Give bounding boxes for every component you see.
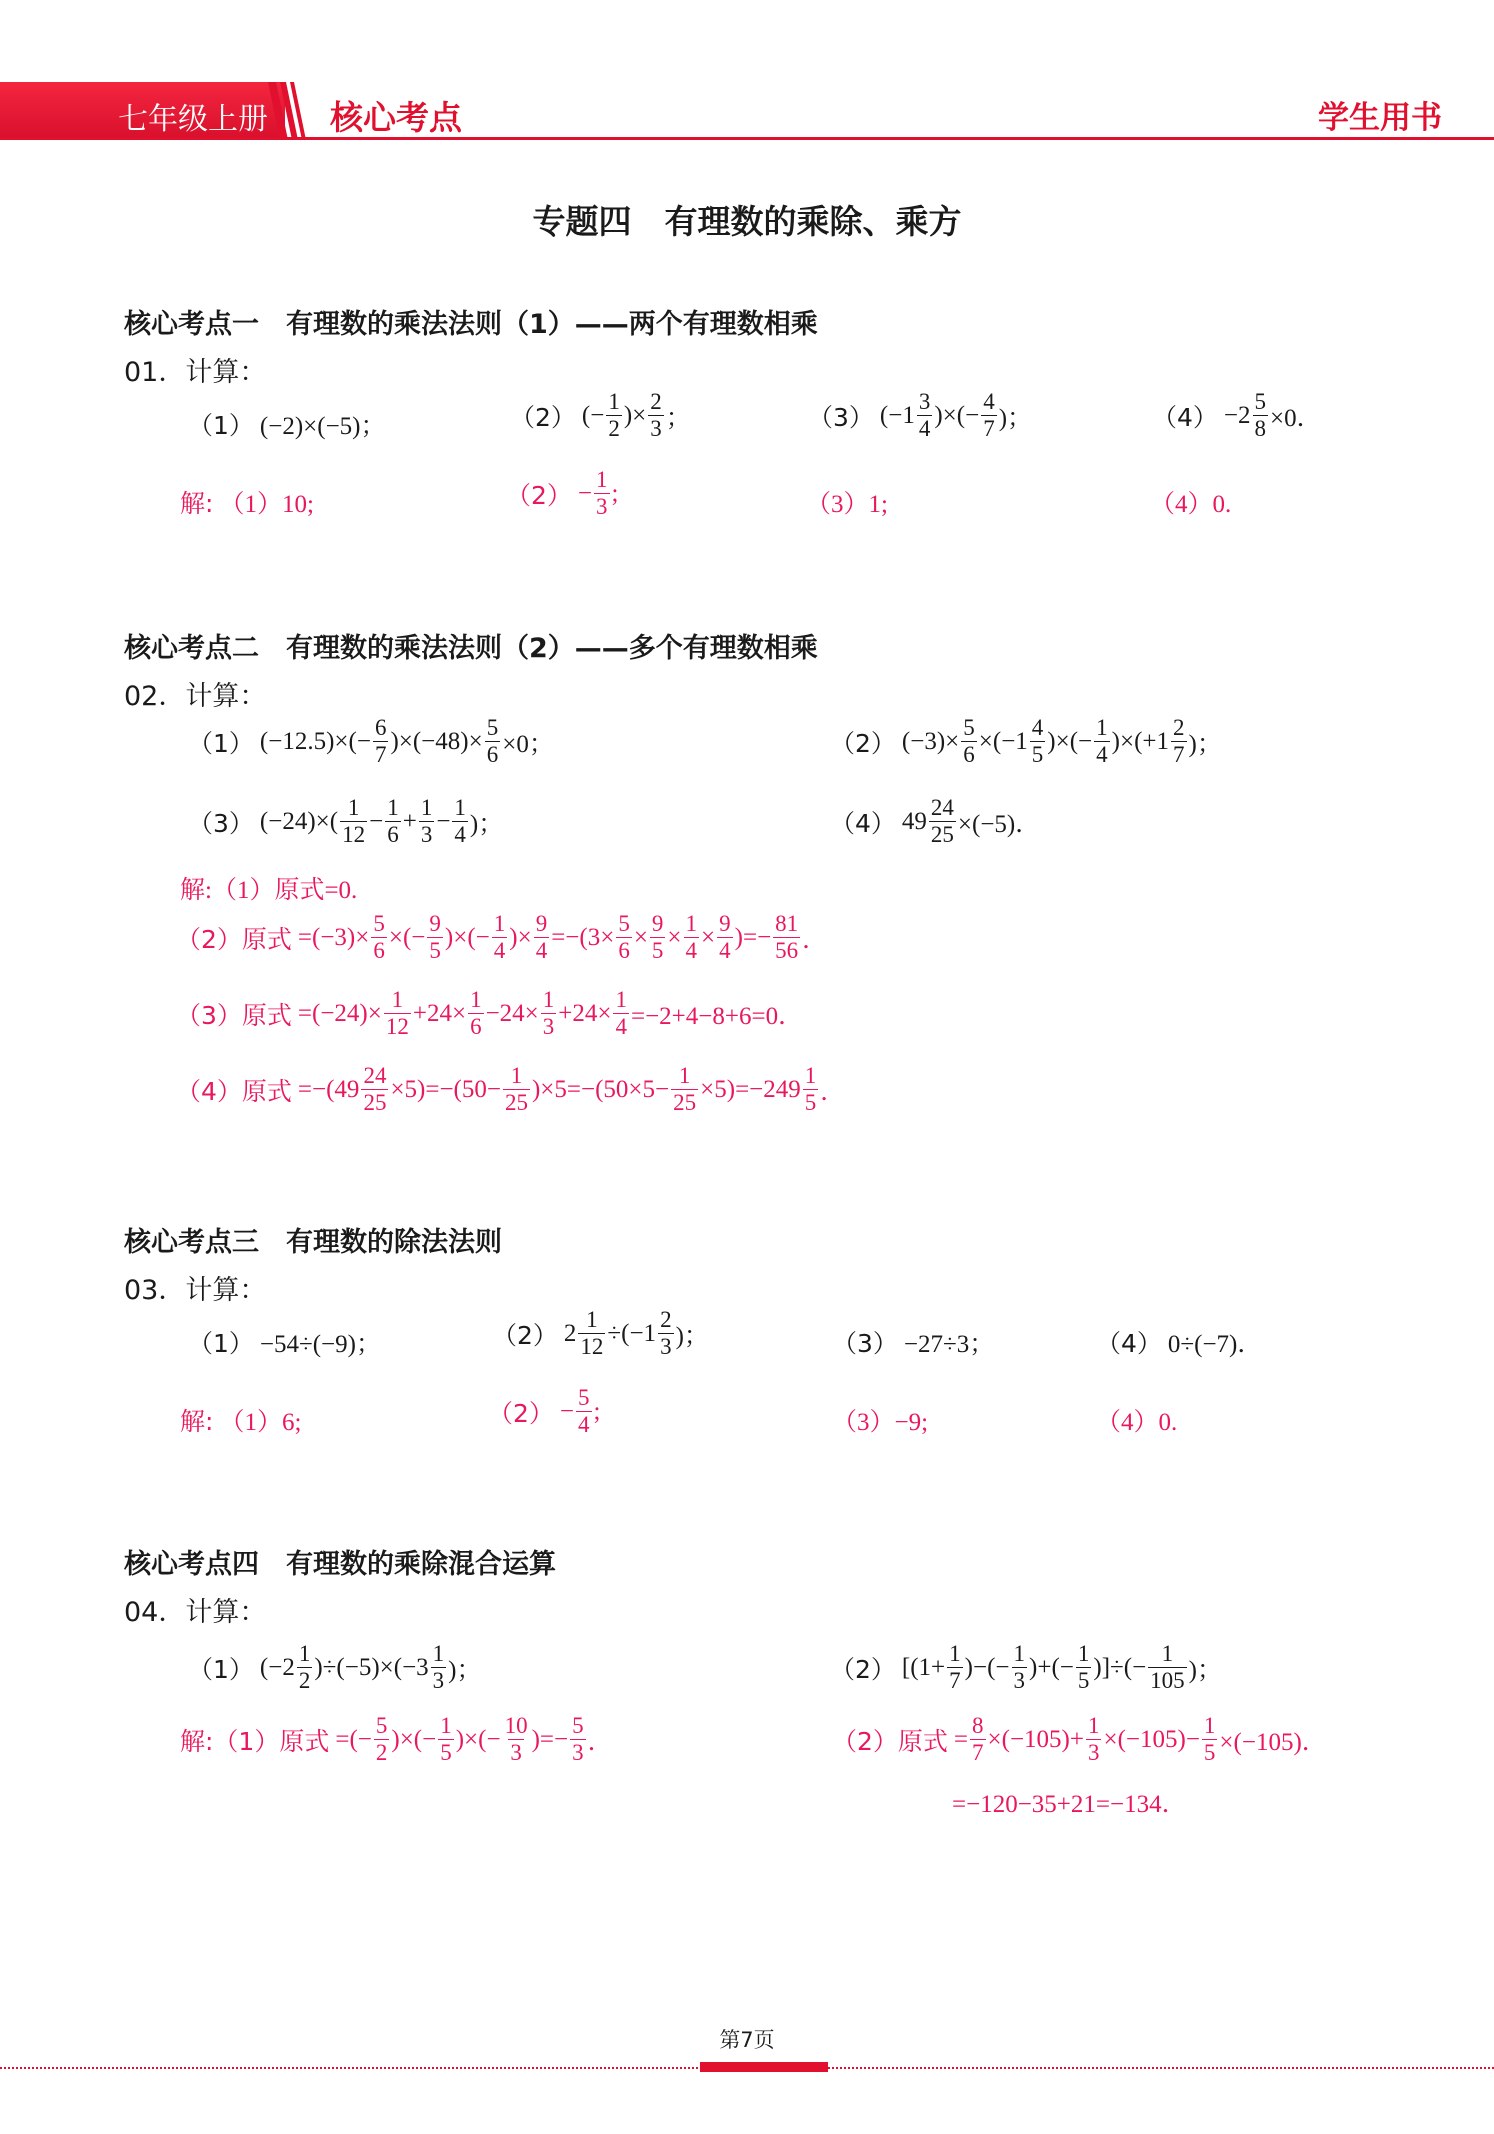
grade-label: 七年级上册 bbox=[118, 102, 268, 137]
q01-problem-4 bbox=[1152, 390, 1322, 441]
problem-number: （2） bbox=[488, 1398, 554, 1428]
answer-value: 解:（1）原式=0. bbox=[180, 877, 358, 904]
q04-answer-1 bbox=[180, 1714, 613, 1765]
q03-problem-2 bbox=[492, 1308, 709, 1359]
q01-answer-4 bbox=[1150, 484, 1231, 520]
math-expression: (−12.5)×(− 6 7 )×(−48)× 5 6 ×0； bbox=[259, 715, 554, 768]
q04-answer-2 bbox=[832, 1714, 1327, 1765]
q02-answer-1 bbox=[180, 870, 357, 906]
question-label-04: 04．计算： bbox=[124, 1597, 267, 1628]
answer-label: （2）原式 bbox=[832, 1726, 948, 1756]
q02-problem-3 bbox=[188, 796, 503, 847]
answer-intro: 解: bbox=[180, 1407, 214, 1436]
answer-value: =(−24)× 1 12 +24× 1 6 −24× 1 3 +24× 1 4 =−2+4−8+6=0． bbox=[297, 987, 804, 1040]
answer-value: − 5 4 ; bbox=[559, 1385, 601, 1438]
math-expression: [(1+ 1 7 )−(− 1 3 )+(− 1 5 )]÷(− 1 105 )； bbox=[901, 1641, 1222, 1694]
q04-problem-1 bbox=[188, 1642, 482, 1693]
math-expression: (−3)× 5 6 ×(−1 4 5 )×(− 1 4 )×(+1 2 7 )； bbox=[901, 715, 1222, 768]
answer-label: （4）原式 bbox=[176, 1076, 292, 1106]
q03-answer-2 bbox=[488, 1386, 600, 1437]
math-expression: (−2 1 2 )÷(−5)×(−3 1 3 )； bbox=[259, 1641, 482, 1694]
problem-number: （1） bbox=[188, 411, 254, 440]
q03-answer-3 bbox=[832, 1402, 928, 1438]
q01-answer-3 bbox=[806, 484, 888, 520]
section-heading-3: 核心考点三 有理数的除法法则 bbox=[124, 1227, 502, 1258]
problem-number: （2） bbox=[506, 480, 572, 510]
q03-problem-4 bbox=[1096, 1324, 1262, 1360]
q01-answer-2 bbox=[506, 468, 618, 519]
section-label: 核心考点 bbox=[330, 98, 462, 137]
q04-answer-2-cont bbox=[952, 1784, 1187, 1820]
section-heading-4: 核心考点四 有理数的乘除混合运算 bbox=[124, 1549, 556, 1580]
q01-problem-3 bbox=[808, 390, 1032, 441]
answer-value: （3）−9; bbox=[832, 1409, 929, 1436]
math-expression: −2 5 8 ×0． bbox=[1223, 389, 1322, 442]
answer-value: （1）6; bbox=[219, 1409, 302, 1436]
problem-number: （1） bbox=[188, 1329, 254, 1358]
q02-answer-3 bbox=[176, 988, 803, 1039]
page-title: 专题四 有理数的乘除、乘方 bbox=[532, 202, 962, 241]
answer-value: （4）0. bbox=[1096, 1409, 1178, 1436]
math-expression: 0÷(−7)． bbox=[1167, 1331, 1263, 1358]
problem-number: （3） bbox=[832, 1329, 898, 1358]
q01-problem-2 bbox=[510, 390, 691, 441]
answer-value: − 1 3 ; bbox=[577, 467, 619, 520]
answer-value: （4）0. bbox=[1150, 491, 1232, 518]
problem-number: （2） bbox=[830, 1654, 896, 1684]
math-expression: 49 24 25 ×(−5)． bbox=[901, 795, 1041, 848]
q02-problem-1 bbox=[188, 716, 554, 767]
question-label-03: 03．计算： bbox=[124, 1275, 267, 1306]
math-expression: (−24)×( 1 12 − 1 6 + 1 3 − 1 4 )； bbox=[259, 795, 504, 848]
answer-label: （3）原式 bbox=[176, 1000, 292, 1030]
answer-label: 解:（1）原式 bbox=[180, 1726, 330, 1756]
q02-answer-2 bbox=[176, 912, 827, 963]
math-expression: −27÷3； bbox=[903, 1331, 995, 1358]
answer-value: =−(49 24 25 ×5)=−(50− 1 25 )×5=−(50×5− 1 25 ×5)=−249 1 5 ． bbox=[297, 1063, 846, 1116]
problem-number: （4） bbox=[830, 808, 896, 838]
section-heading-1: 核心考点一 有理数的乘法法则（1）——两个有理数相乘 bbox=[124, 309, 818, 340]
q03-answer-4 bbox=[1096, 1402, 1177, 1438]
problem-number: （1） bbox=[188, 728, 254, 758]
q02-answer-4 bbox=[176, 1064, 845, 1115]
answer-value: （3）1; bbox=[806, 491, 888, 518]
q03-problem-3 bbox=[832, 1324, 994, 1360]
header-stripes bbox=[268, 82, 308, 140]
q02-problem-4 bbox=[830, 796, 1040, 847]
q03-problem-1 bbox=[188, 1324, 381, 1360]
math-expression: (− 1 2 )× 2 3 ； bbox=[581, 389, 691, 442]
answer-intro: 解: bbox=[180, 489, 214, 518]
answer-value: （1）10; bbox=[219, 491, 314, 518]
answer-value: =(− 5 2 )×(− 1 5 )×(− 10 3 )=− 5 3 ． bbox=[335, 1713, 613, 1766]
question-label-01: 01．计算： bbox=[124, 357, 267, 388]
q02-problem-2 bbox=[830, 716, 1222, 767]
answer-value: = 8 7 ×(−105)+ 1 3 ×(−105)− 1 5 ×(−105)． bbox=[953, 1713, 1327, 1766]
q01-problem-1 bbox=[188, 406, 386, 442]
problem-number: （4） bbox=[1152, 402, 1218, 432]
problem-number: （2） bbox=[492, 1320, 558, 1350]
math-expression: (−1 3 4 )×(− 4 7 )； bbox=[879, 389, 1033, 442]
q01-answer-1 bbox=[180, 484, 314, 520]
footer-bar bbox=[700, 2062, 828, 2072]
q03-answer-1 bbox=[180, 1402, 301, 1438]
problem-number: （2） bbox=[510, 402, 576, 432]
q04-problem-2 bbox=[830, 1642, 1222, 1693]
math-expression: 2 1 12 ÷(−1 2 3 )； bbox=[563, 1307, 709, 1360]
answer-value: =(−3)× 5 6 ×(− 9 5 )×(− 1 4 )× 9 4 =−(3× 5 6 × 9 5 × 1 4 × 9 4 )=− 81 56 ． bbox=[297, 911, 828, 964]
answer-label: （2）原式 bbox=[176, 924, 292, 954]
math-expression: −54÷(−9)； bbox=[259, 1331, 381, 1358]
section-heading-2: 核心考点二 有理数的乘法法则（2）——多个有理数相乘 bbox=[124, 633, 818, 664]
math-expression: (−2)×(−5)； bbox=[259, 413, 386, 440]
problem-number: （3） bbox=[188, 808, 254, 838]
answer-value: =−120−35+21=−134． bbox=[952, 1791, 1187, 1818]
problem-number: （1） bbox=[188, 1654, 254, 1684]
problem-number: （2） bbox=[830, 728, 896, 758]
problem-number: （3） bbox=[808, 402, 874, 432]
page-number: 第7页 bbox=[719, 2028, 775, 2052]
question-label-02: 02．计算： bbox=[124, 681, 267, 712]
book-label: 学生用书 bbox=[1318, 100, 1442, 136]
problem-number: （4） bbox=[1096, 1329, 1162, 1358]
